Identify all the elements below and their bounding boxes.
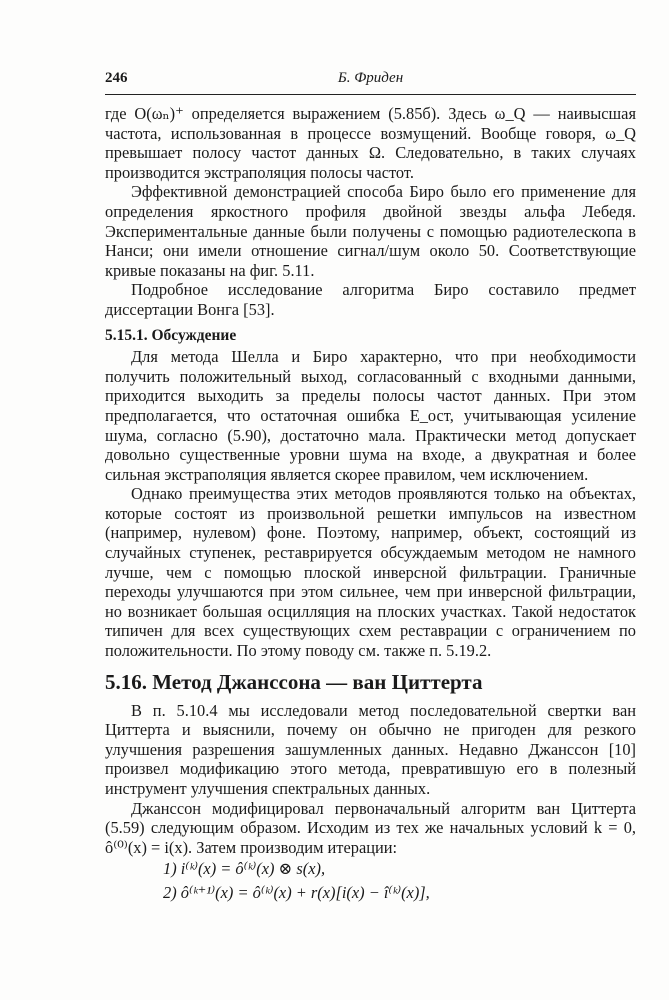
iteration-step: 2) ô⁽ᵏ⁺¹⁾(x) = ô⁽ᵏ⁾(x) + r(x)[i(x) − î⁽ᵏ⁾(x)], <box>163 882 430 902</box>
page-header <box>105 70 636 92</box>
paragraph: В п. 5.10.4 мы исследовали метод последовательной свертки ван Циттерта и выяснили, почему он обычно не пригоден для резкого улучшения разрешения зашумленных данных. Недавно Джанссон [10] произвел модификацию этого метода, превратившую его в полезный инструмент улучшения спектральных данных. <box>105 700 636 798</box>
subsection-heading: 5.15.1. Обсуждение <box>105 326 237 344</box>
section-heading: 5.16. Метод Джанссона — ван Циттерта <box>105 669 483 694</box>
page-number: 246 <box>105 70 128 86</box>
paragraph: Подробное исследование алгоритма Биро составило предмет диссертации Вонга [53]. <box>105 280 636 319</box>
running-head: Б. Фриден <box>337 70 404 86</box>
paragraph: Для метода Шелла и Биро характерно, что при необходимости получить положительный выход, согласованный с входными данными, приходится выходить за пределы полосы частот данных. При этом предполагается, что остаточная ошибка E_ост, учитывающая усиление шума, согласно (5.90), достаточно мала. Практически метод допускает довольно существенные уровни шума на входе, а двукратная и более сильная экстраполяция является скорее правилом, чем исключением. <box>105 347 636 484</box>
paragraph: Однако преимущества этих методов проявляются только на объектах, которые состоят из произвольной решетки импульсов на известном (например, нулевом) фоне. Поэтому, например, объект, состоящий из случайных ступенек, реставрируется обсуждаемым методом не намного лучше, чем с помощью плоской инверсной фильтрации. Граничные переходы улучшаются при этом сильнее, чем при инверсной фильтрации, но возникает большая осцилляция на плоских участках. Такой недостаток типичен для всех существующих схем реставрации с ограничением по положительности. По этому поводу см. также п. 5.19.2. <box>105 484 636 661</box>
paragraph: Джанссон модифицировал первоначальный алгоритм ван Циттерта (5.59) следующим образом. Исходим из тех же начальных условий k = 0, ô⁽⁰⁾(x) = i(x). Затем производим итерации: <box>105 798 636 857</box>
page-body <box>105 104 636 907</box>
paragraph: где O(ωₙ)⁺ определяется выражением (5.85б). Здесь ω_Q — наивысшая частота, использованная в процессе возмущений. Вообще говоря, ω_Q превышает полосу частот данных Ω. Следовательно, в таких случаях производится экстраполяция полосы частот. <box>105 104 636 182</box>
paragraph: Эффективной демонстрацией способа Биро было его применение для определения яркостного профиля двойной звезды альфа Лебедя. Экспериментальные данные были получены с помощью радиотелескопа в Нанси; они имели отношение сигнал/шум около 50. Соответствующие кривые показаны на фиг. 5.11. <box>105 182 636 280</box>
iteration-step: 1) i⁽ᵏ⁾(x) = ô⁽ᵏ⁾(x) ⊗ s(x), <box>163 859 326 879</box>
iteration-steps <box>105 859 636 902</box>
header-rule <box>105 94 636 95</box>
